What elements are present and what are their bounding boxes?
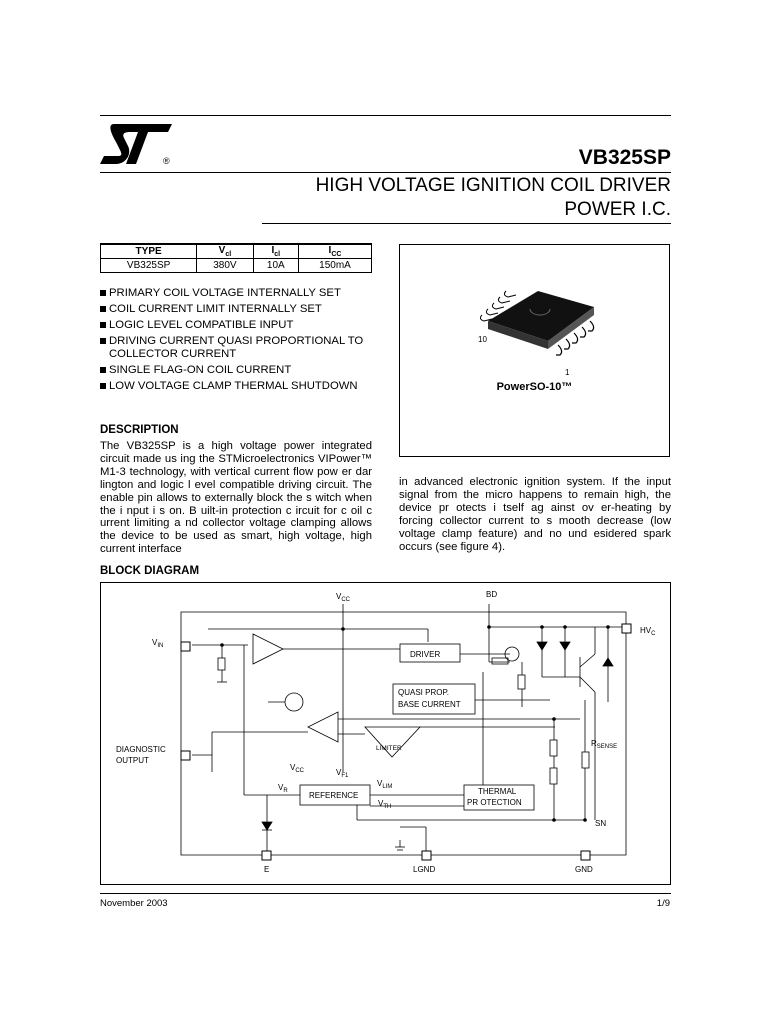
pin-10-label: 10	[478, 335, 487, 344]
label-diagnostic-1: DIAGNOSTIC	[116, 745, 166, 754]
package-image	[478, 285, 598, 365]
doc-title-line2: POWER I.C.	[564, 199, 671, 220]
label-vin: $V_{IN}$	[152, 638, 164, 649]
label-vf1: $V_{F1}$	[336, 768, 349, 779]
spec-cell: 150mA	[298, 259, 371, 273]
description-right-column: in advanced electronic ignition system. If the input signal from the micro happens to remain high, the device pr otects i tself ag ainst ov er-heating by forcing collector current to s mooth decrease (low voltage clamp feature) and no und esidered spark occurs (see figure 4).	[399, 476, 671, 553]
package-name: PowerSO-10™	[496, 381, 573, 393]
st-logo	[100, 122, 172, 166]
spec-header-vcl: $V_{cl}$	[197, 244, 253, 259]
feature-item: LOGIC LEVEL COMPATIBLE INPUT	[100, 319, 380, 332]
label-sn: SN	[595, 819, 607, 828]
label-reference: REFERENCE	[309, 791, 359, 800]
feature-item: DRIVING CURRENT QUASI PROPORTIONAL TO COLLECTOR CURRENT	[100, 335, 380, 361]
bullet-icon	[100, 322, 106, 328]
block-diagram	[100, 582, 671, 885]
bullet-icon	[100, 338, 106, 344]
registered-mark: ®	[163, 156, 170, 166]
label-vth: $V_{TH}$	[378, 799, 392, 810]
doc-title-line1: HIGH VOLTAGE IGNITION COIL DRIVER	[315, 175, 671, 196]
label-bd: BD	[486, 590, 498, 599]
label-lgnd: LGND	[413, 865, 436, 874]
description-heading: DESCRIPTION	[100, 424, 179, 436]
part-number: VB325SP	[578, 146, 671, 169]
spec-cell: VB325SP	[101, 259, 197, 273]
label-e: E	[264, 865, 270, 874]
feature-item: LOW VOLTAGE CLAMP THERMAL SHUTDOWN	[100, 380, 380, 393]
pin-e	[262, 851, 271, 860]
description-left-column: The VB325SP is a high voltage power integrated circuit made us ing the STMicroelectronics VIPower™ M1-3 technology, with vertical current flow pow er dar lington and logic l evel compatible driving circuit. The enable pin allows to externally block the s witch when the i nput i s on. B uilt-in protection c ircuit for c oil c urrent limiting a nd collector voltage clamping allows the device to be used as smart, high voltage, high current interface	[100, 440, 372, 556]
spec-cell: 10A	[253, 259, 298, 273]
label-vcc-ref: $V_{CC}$	[290, 763, 305, 774]
inner-outline	[181, 612, 626, 855]
spec-cell: 380V	[197, 259, 253, 273]
bullet-icon	[100, 383, 106, 389]
spec-header-icc: $I_{CC}$	[298, 244, 371, 259]
label-gnd: GND	[575, 865, 593, 874]
title-rule	[100, 172, 671, 173]
spec-row	[101, 259, 372, 273]
pin-vin	[181, 642, 190, 651]
footer-date: November 2003	[100, 898, 168, 909]
spec-table	[100, 243, 372, 273]
pin-hvc	[622, 624, 631, 633]
spec-header-row	[101, 244, 372, 259]
label-hvc: $HV_C$	[640, 626, 656, 637]
bullet-icon	[100, 367, 106, 373]
title-bottom-rule	[262, 223, 671, 224]
label-limiter: LIMITER	[376, 745, 402, 752]
label-diagnostic-2: OUTPUT	[116, 756, 149, 765]
bullet-icon	[100, 290, 106, 296]
feature-item: PRIMARY COIL VOLTAGE INTERNALLY SET	[100, 287, 380, 300]
label-vcc-top: $V_{CC}$	[336, 592, 351, 603]
bullet-icon	[100, 306, 106, 312]
spec-header-icl: $I_{cl}$	[253, 244, 298, 259]
footer-page-number: 1/9	[656, 898, 670, 909]
label-thermal-1: THERMAL	[478, 787, 517, 796]
label-quasi-2: BASE CURRENT	[398, 700, 461, 709]
pin-diagnostic	[181, 751, 190, 760]
label-vr: $V_R$	[278, 783, 288, 794]
label-rsense: $R_{SENSE}$	[591, 739, 618, 750]
label-driver: DRIVER	[410, 650, 441, 659]
label-vlim: $V_{LIM}$	[377, 779, 393, 790]
footer-rule	[100, 893, 671, 894]
pin-lgnd	[422, 851, 431, 860]
pin-1-label: 1	[565, 368, 570, 377]
feature-item: SINGLE FLAG-ON COIL CURRENT	[100, 364, 380, 377]
top-rule	[100, 115, 671, 116]
feature-item: COIL CURRENT LIMIT INTERNALLY SET	[100, 303, 380, 316]
spec-header-type: TYPE	[101, 244, 197, 259]
label-thermal-2: PR OTECTION	[467, 798, 522, 807]
label-quasi-1: QUASI PROP.	[398, 688, 449, 697]
block-diagram-heading: BLOCK DIAGRAM	[100, 565, 200, 577]
pin-gnd	[581, 851, 590, 860]
feature-list	[100, 287, 380, 396]
